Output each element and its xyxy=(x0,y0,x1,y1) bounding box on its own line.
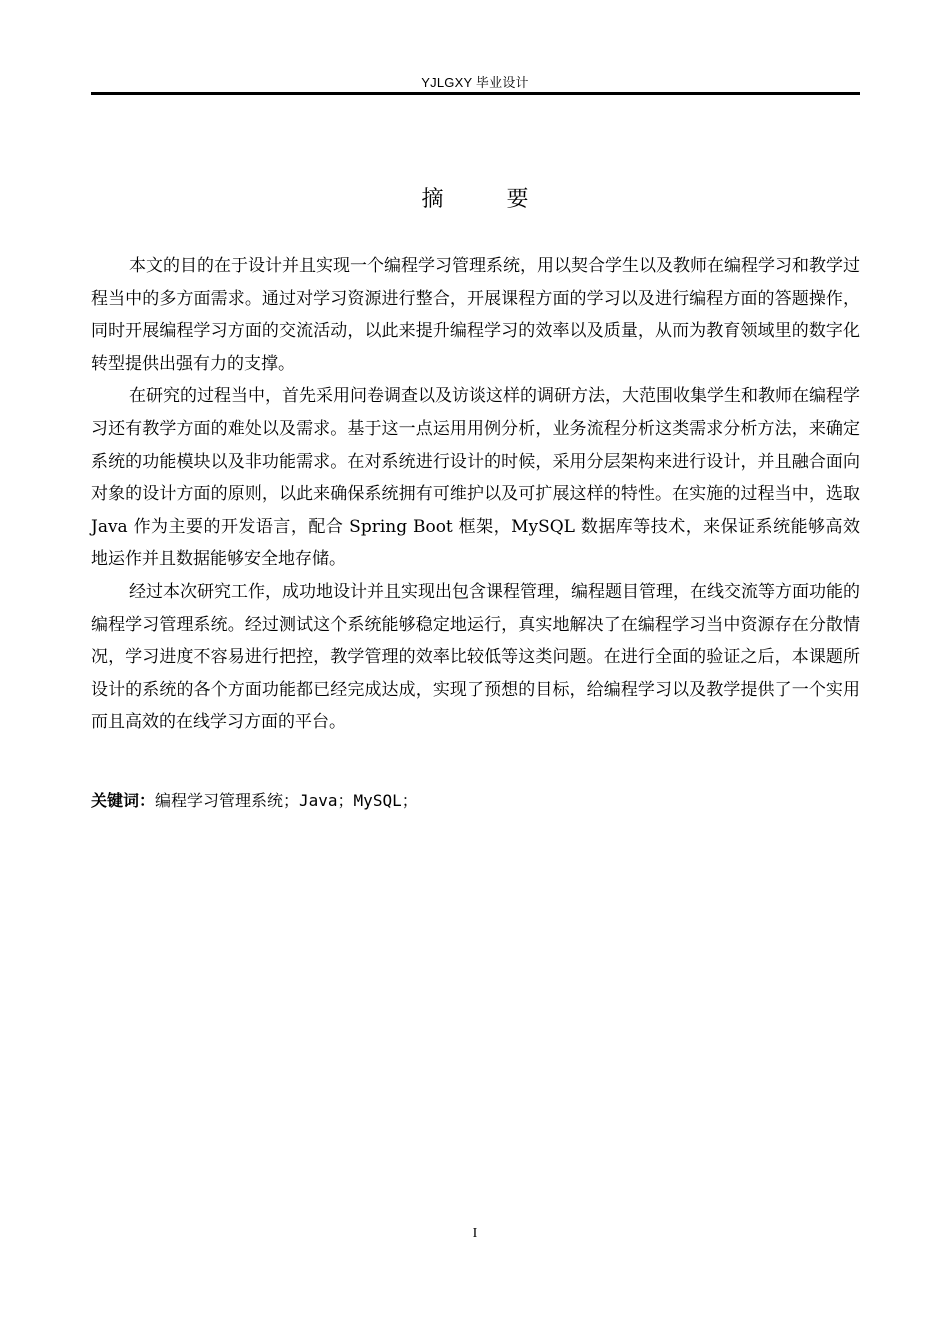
keywords-label: 关键词： xyxy=(91,791,156,810)
abstract-paragraph: 本文的目的在于设计并且实现一个编程学习管理系统，用以契合学生以及教师在编程学习和教学过程当中的多方面需求。通过对学习资源进行整合，开展课程方面的学习以及进行编程方面的答题操作，同时开展编程学习方面的交流活动，以此来提升编程学习的效率以及质量，从而为教育领域里的数字化转型提供出强有力的支撑。 xyxy=(91,256,860,374)
abstract-paragraph: 经过本次研究工作，成功地设计并且实现出包含课程管理，编程题目管理，在线交流等方面功能的编程学习管理系统。经过测试这个系统能够稳定地运行，真实地解决了在编程学习当中资源存在分散情况，学习进度不容易进行把控，教学管理的效率比较低等这类问题。在进行全面的验证之后，本课题所设计的系统的各个方面功能都已经完成达成，实现了预想的目标，给编程学习以及教学提供了一个实用而且高效的在线学习方面的平台。 xyxy=(91,581,860,733)
keywords-line xyxy=(91,788,860,815)
abstract-body xyxy=(91,250,860,739)
header-divider xyxy=(91,92,860,95)
keywords-value: 编程学习管理系统；Java；MySQL； xyxy=(155,791,418,810)
page-title: 摘 要 xyxy=(421,187,557,212)
abstract-paragraph: 在研究的过程当中，首先采用问卷调查以及访谈这样的调研方法，大范围收集学生和教师在编程学习还有教学方面的难处以及需求。基于这一点运用用例分析，业务流程分析这类需求分析方法，来确定系统的功能模块以及非功能需求。在对系统进行设计的时候，采用分层架构来进行设计，并且融合面向对象的设计方面的原则，以此来确保系统拥有可维护以及可扩展这样的特性。在实施的过程当中，选取 Java 作为主要的开发语言，配合 Spring Boot 框架，MySQL 数据库等技术，来保证系统能够高效地运作并且数据能够安全地存储。 xyxy=(91,386,860,570)
running-header: YJLGXY 毕业设计 xyxy=(421,75,529,90)
page-number: I xyxy=(472,1226,478,1241)
